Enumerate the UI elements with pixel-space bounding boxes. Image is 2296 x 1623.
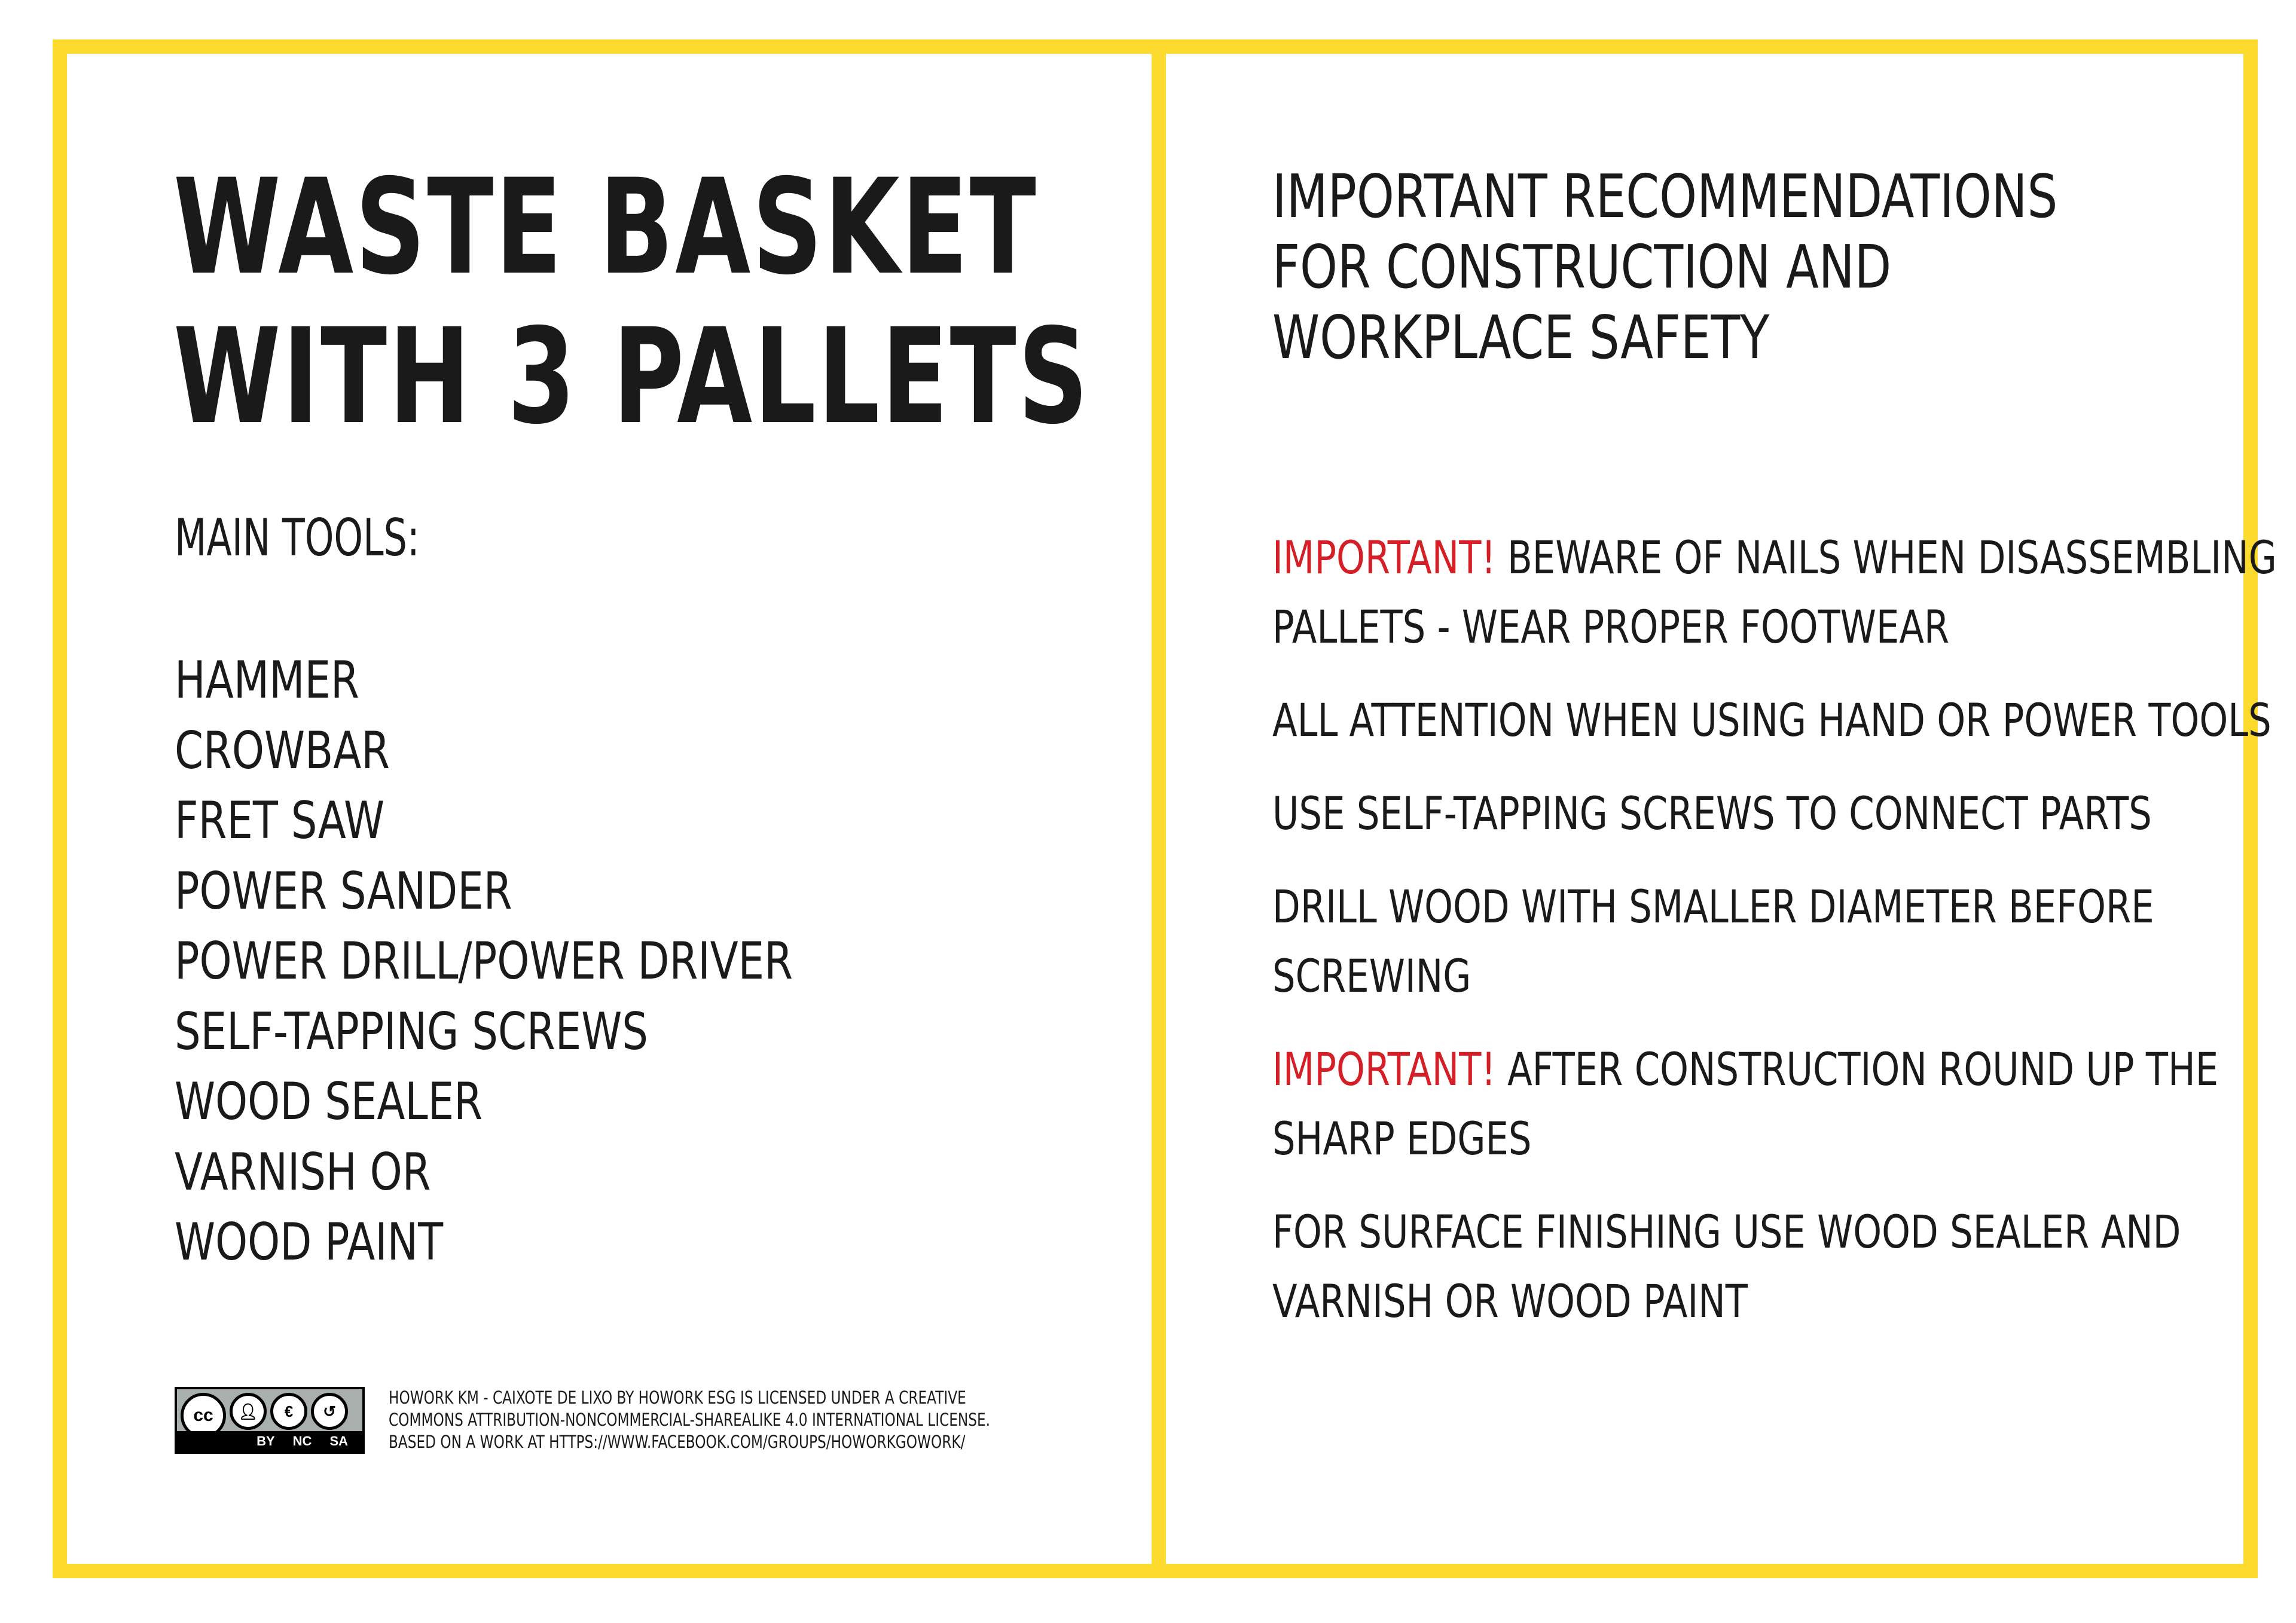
license-block (175, 1387, 1141, 1454)
tool-item: POWER SANDER (175, 861, 512, 921)
tools-list (175, 646, 947, 1278)
badge-label-by: BY (257, 1434, 275, 1448)
rec-title-line-1: IMPORTANT RECOMMENDATIONS (1272, 161, 2058, 231)
rec-text: USE SELF-TAPPING SCREWS TO CONNECT PARTS (1272, 787, 2152, 840)
important-label: IMPORTANT! (1272, 531, 1496, 584)
recommendation-item (1272, 1197, 2181, 1336)
recommendation-item (1272, 1035, 2219, 1173)
important-label: IMPORTANT! (1272, 1043, 1496, 1096)
tool-item: WOOD SEALER (175, 1072, 483, 1132)
recommendations-title (1272, 161, 2057, 373)
recommendations-list (1272, 523, 2277, 1336)
license-line-1: HOWORK KM - CAIXOTE DE LIXO BY HOWORK ESG IS LICENSED UNDER A CREATIVE (389, 1387, 966, 1408)
badge-label-nc: NC (292, 1434, 312, 1448)
sharealike-icon: ↺ (311, 1393, 348, 1430)
tool-item: HAMMER (175, 650, 359, 710)
rec-title-line-2: FOR CONSTRUCTION AND (1272, 232, 1892, 302)
recommendation-item (1272, 779, 2152, 848)
title-line-1: WASTE BASKET (173, 151, 1038, 304)
rec-text: ALL ATTENTION WHEN USING HAND OR POWER TOOLS (1272, 693, 2271, 747)
noncommercial-euro-icon: € (270, 1393, 307, 1430)
rec-text: SHARP EDGES (1272, 1112, 1532, 1165)
badge-label-sa: SA (329, 1434, 348, 1448)
rec-text: AFTER CONSTRUCTION ROUND UP THE (1507, 1043, 2219, 1096)
cc-license-badge[interactable] (175, 1387, 365, 1454)
tool-item: CROWBAR (175, 720, 390, 781)
cc-icon: cc (181, 1393, 226, 1438)
tool-item: FRET SAW (175, 791, 385, 851)
rec-text: VARNISH OR WOOD PAINT (1272, 1274, 1748, 1328)
rec-text: DRILL WOOD WITH SMALLER DIAMETER BEFORE (1272, 880, 2154, 933)
recommendation-item (1272, 523, 2277, 662)
license-line-3[interactable]: BASED ON A WORK AT HTTPS://WWW.FACEBOOK.COM/GROUPS/HOWORKGOWORK/ (389, 1432, 966, 1452)
recommendation-item (1272, 686, 2271, 755)
license-line-2: COMMONS ATTRIBUTION-NONCOMMERCIAL-SHAREALIKE 4.0 INTERNATIONAL LICENSE. (389, 1410, 991, 1430)
tool-item: SELF-TAPPING SCREWS (175, 1001, 648, 1062)
column-divider (1152, 39, 1166, 1578)
tool-item: WOOD PAINT (175, 1212, 444, 1272)
rec-text: FOR SURFACE FINISHING USE WOOD SEALER AND (1272, 1205, 2181, 1258)
page-title (173, 151, 1090, 453)
attribution-person-icon: 👤︎ (230, 1393, 267, 1430)
license-text (389, 1387, 990, 1453)
recommendation-item (1272, 872, 2154, 1011)
tools-heading: MAIN TOOLS: (175, 508, 420, 568)
tool-item: POWER DRILL/POWER DRIVER (175, 931, 793, 991)
rec-title-line-3: WORKPLACE SAFETY (1272, 302, 1770, 372)
rec-text: PALLETS - WEAR PROPER FOOTWEAR (1272, 600, 1950, 653)
tool-item: VARNISH OR (175, 1142, 431, 1202)
title-line-2: WITH 3 PALLETS (173, 300, 1090, 453)
rec-text: SCREWING (1272, 949, 1471, 1002)
rec-text: BEWARE OF NAILS WHEN DISASSEMBLING (1507, 531, 2277, 584)
